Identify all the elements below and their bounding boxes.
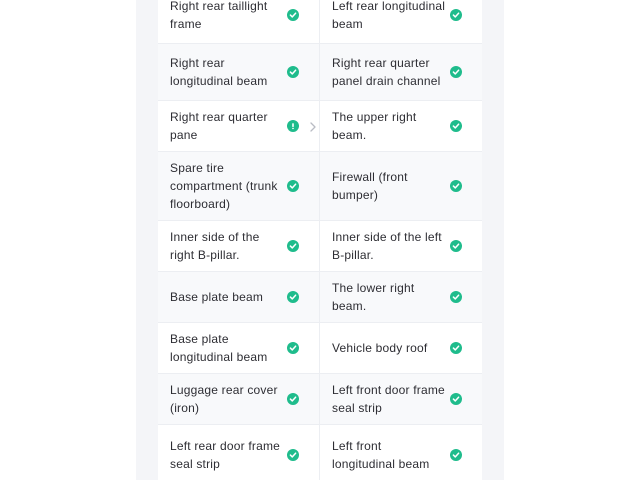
inspection-item-label: Base plate beam [170, 290, 264, 304]
table-row [158, 425, 482, 480]
table-row [158, 101, 482, 152]
inspection-item-label: Base plate longitudinal beam [170, 332, 268, 364]
inspection-item-right[interactable] [320, 425, 482, 480]
inspection-item-left[interactable] [158, 374, 320, 424]
inspection-item-label: Left front longitudinal beam [332, 438, 430, 471]
inspection-item-label: Right rear quarter panel drain channel [332, 56, 441, 88]
check-circle-icon [287, 291, 299, 303]
inspection-item-left[interactable] [158, 425, 320, 480]
check-circle-icon [287, 342, 299, 354]
check-circle-icon [450, 120, 462, 132]
inspection-item-label: Firewall (front bumper) [332, 170, 408, 202]
check-circle-icon [287, 66, 299, 78]
inspection-item-label: Spare tire compartment (trunk floorboard) [170, 161, 278, 211]
inspection-item-right[interactable] [320, 272, 482, 322]
inspection-item-left[interactable] [158, 221, 320, 271]
inspection-item-left[interactable] [158, 272, 320, 322]
inspection-item-right[interactable] [320, 374, 482, 424]
inspection-item-left[interactable] [158, 152, 320, 220]
chevron-right-icon[interactable] [309, 120, 317, 132]
check-circle-icon [450, 449, 462, 461]
check-circle-icon [287, 393, 299, 405]
table-row [158, 44, 482, 101]
inspection-item-left[interactable] [158, 101, 320, 151]
inspection-item-label: Luggage rear cover (iron) [170, 383, 278, 415]
table-row [158, 152, 482, 221]
inspection-item-left[interactable] [158, 44, 320, 100]
check-circle-icon [450, 9, 462, 21]
check-circle-icon [450, 180, 462, 192]
exclamation-circle-icon [287, 120, 299, 132]
table-row [158, 374, 482, 425]
check-circle-icon [450, 291, 462, 303]
inspection-item-label: Left front door frame seal strip [332, 383, 445, 415]
inspection-item-label: Right rear taillight frame [170, 0, 268, 31]
inspection-item-right[interactable] [320, 101, 482, 151]
inspection-item-label: The upper right beam. [332, 110, 417, 142]
right-gutter [482, 0, 504, 480]
inspection-grid [158, 0, 482, 480]
check-circle-icon [287, 449, 299, 461]
inspection-item-label: Vehicle body roof [332, 341, 428, 355]
inspection-item-label: Right rear quarter pane [170, 110, 268, 142]
check-circle-icon [287, 180, 299, 192]
check-circle-icon [450, 393, 462, 405]
inspection-item-right[interactable] [320, 0, 482, 43]
inspection-item-label: Left rear door frame seal strip [170, 438, 281, 471]
table-row [158, 0, 482, 44]
inspection-item-label: The lower right beam. [332, 281, 415, 313]
inspection-item-label: Right rear longitudinal beam [170, 56, 268, 88]
inspection-item-right[interactable] [320, 221, 482, 271]
check-circle-icon [450, 66, 462, 78]
inspection-item-left[interactable] [158, 0, 320, 43]
inspection-item-label: Inner side of the right B-pillar. [170, 230, 260, 262]
inspection-item-right[interactable] [320, 44, 482, 100]
table-row [158, 323, 482, 374]
inspection-item-right[interactable] [320, 152, 482, 220]
inspection-item-right[interactable] [320, 323, 482, 373]
inspection-item-label: Left rear longitudinal beam [332, 0, 446, 31]
check-circle-icon [450, 240, 462, 252]
inspection-item-label: Inner side of the left B-pillar. [332, 230, 442, 262]
left-gutter [136, 0, 158, 480]
check-circle-icon [287, 9, 299, 21]
check-circle-icon [450, 342, 462, 354]
table-row [158, 221, 482, 272]
check-circle-icon [287, 240, 299, 252]
inspection-item-left[interactable] [158, 323, 320, 373]
table-row [158, 272, 482, 323]
